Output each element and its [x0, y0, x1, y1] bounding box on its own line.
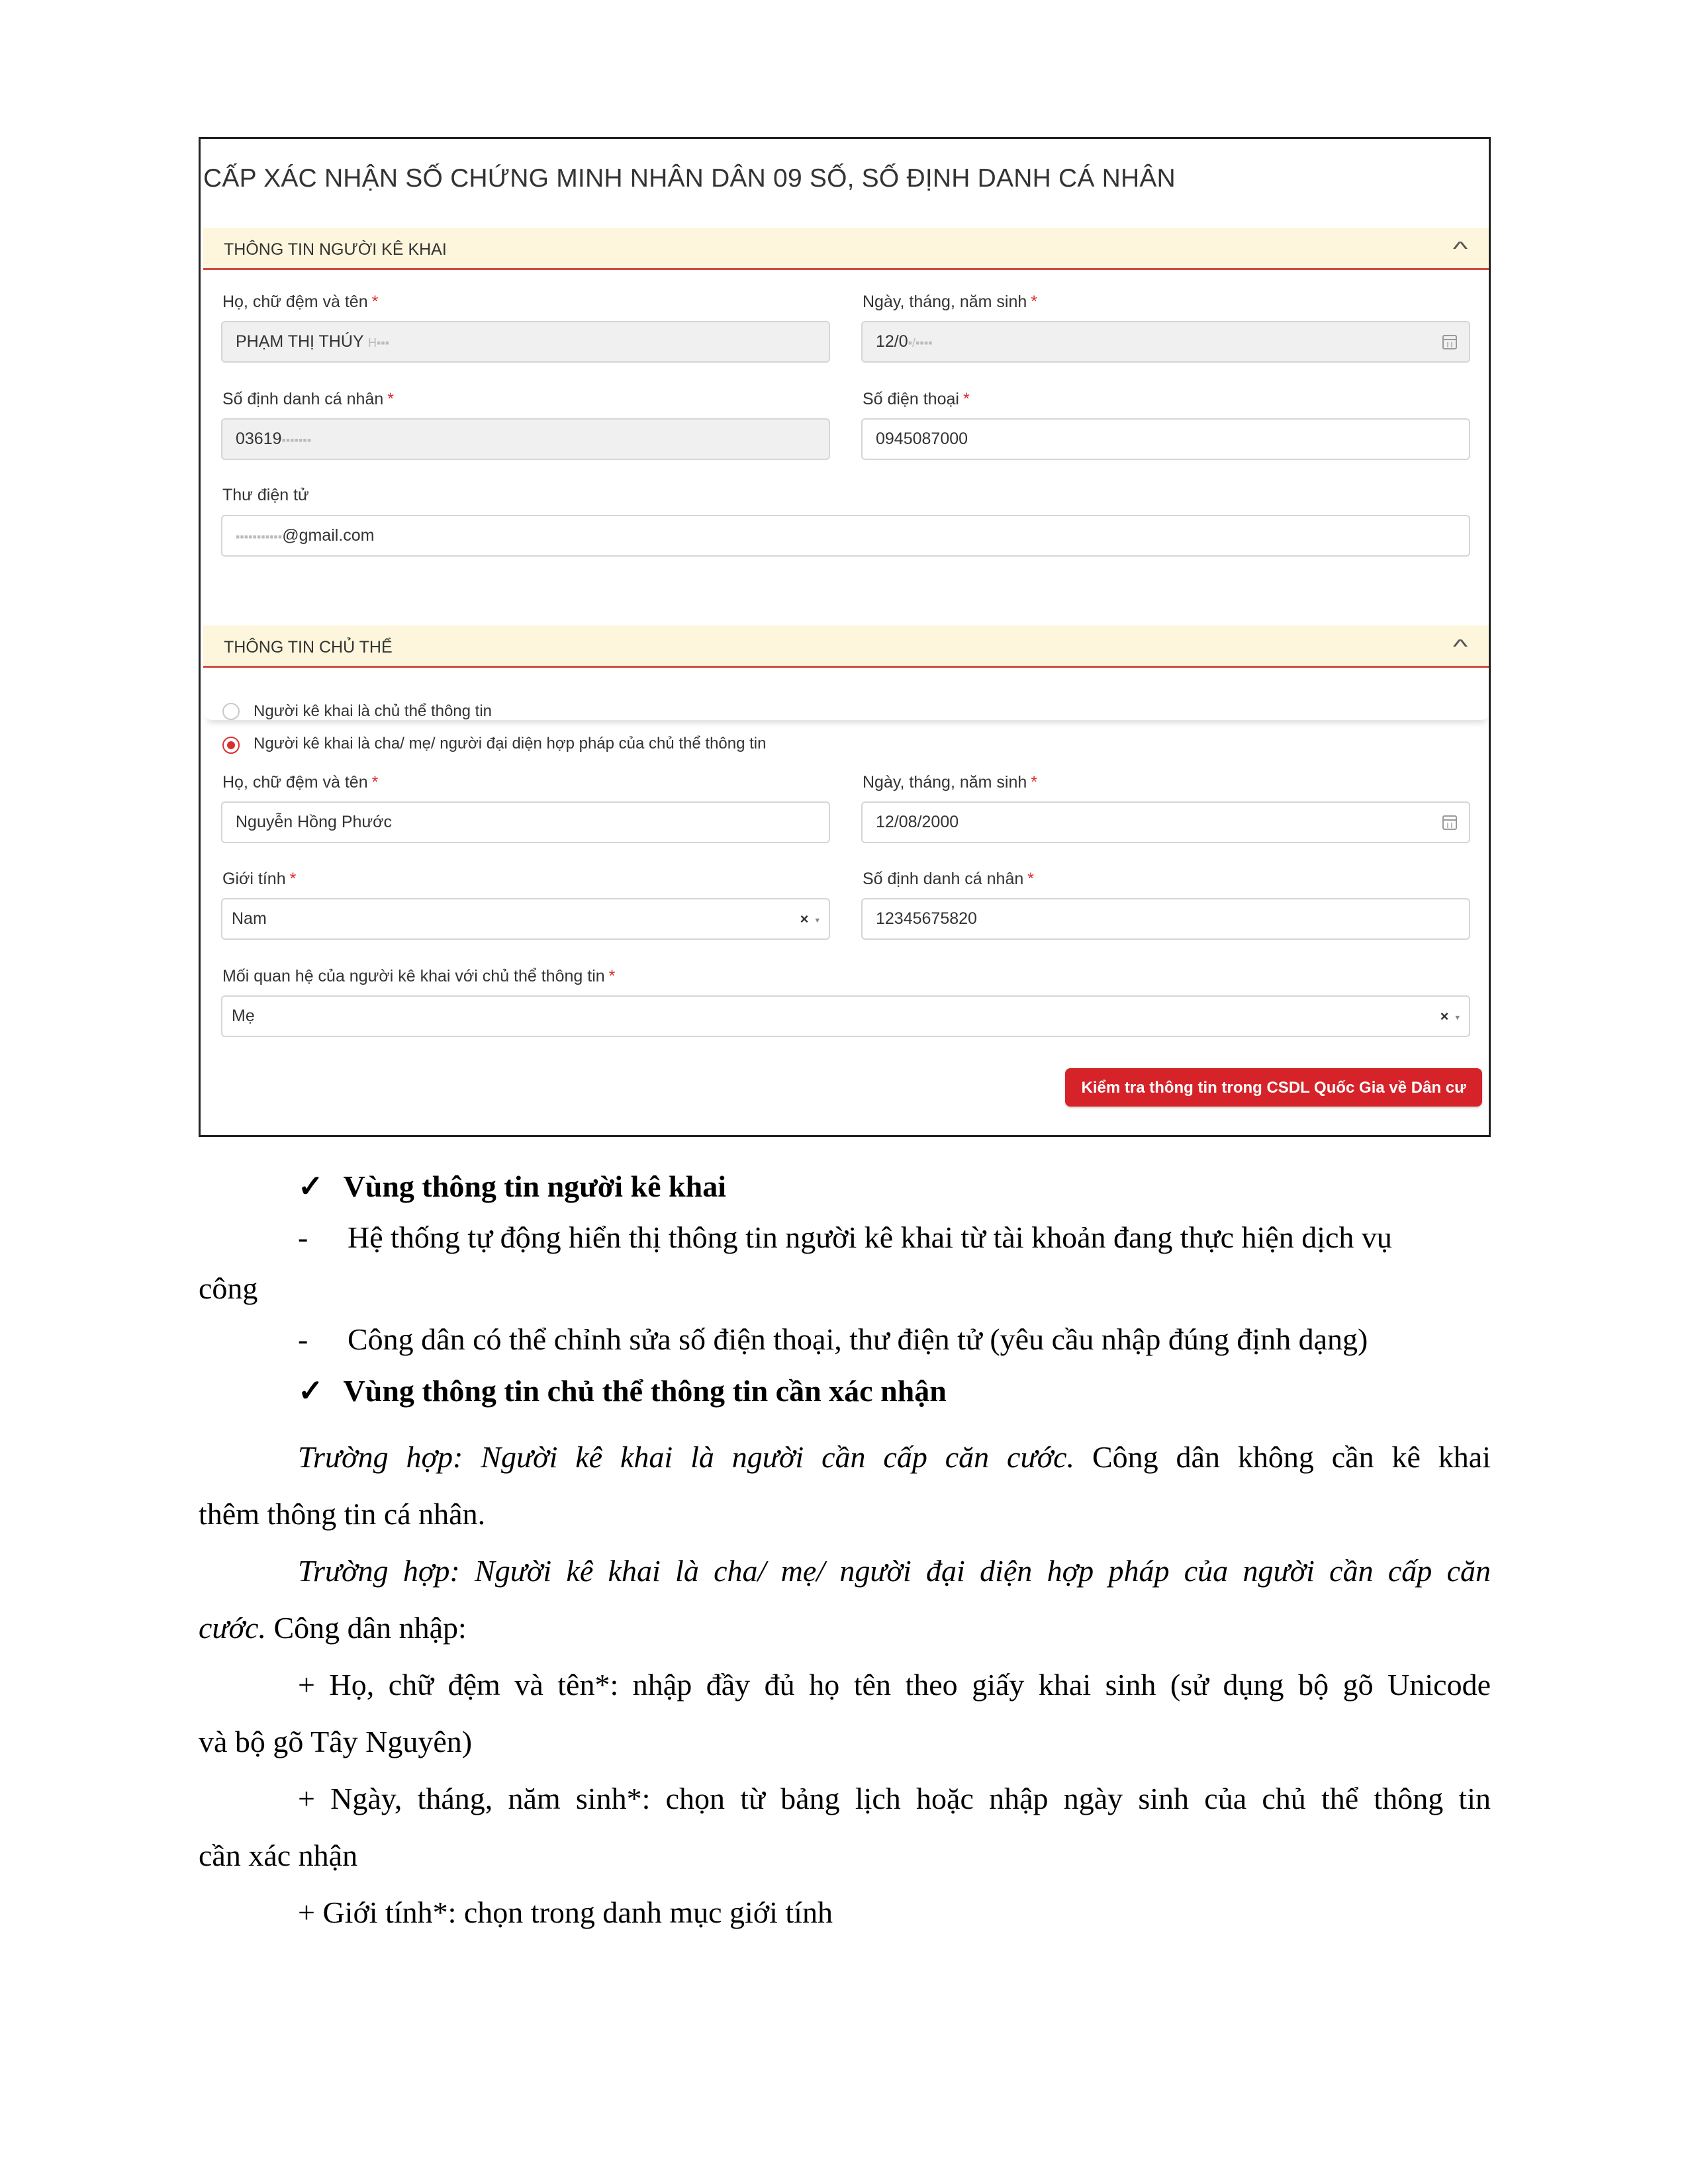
masked-text: ▪▪▪▪▪▪▪	[281, 433, 312, 447]
chevron-up-icon[interactable]: ^	[1452, 238, 1468, 260]
subject-relation-label: Mối quan hệ của người kê khai với chủ thể thông tin *	[222, 967, 616, 985]
subject-id-input[interactable]: 12345675820	[861, 898, 1470, 940]
chevron-down-icon[interactable]: ▾	[815, 915, 820, 925]
doc-plus1-line2: và bộ gõ Tây Nguyên)	[199, 1725, 473, 1758]
declarant-id-field: 03619▪▪▪▪▪▪▪	[221, 418, 830, 460]
calendar-icon[interactable]	[1442, 815, 1457, 830]
declarant-section-title: THÔNG TIN NGƯỜI KÊ KHAI	[224, 240, 447, 259]
doc-item1-line1: Hệ thống tự động hiển thị thông tin người kê khai từ tài khoản đang thực hiện dịch vụ	[348, 1220, 1392, 1254]
checkmark-icon: ✓	[298, 1374, 324, 1408]
declarant-section-header[interactable]	[203, 228, 1490, 270]
subject-relation-select[interactable]: Mẹ × ▾	[221, 995, 1470, 1037]
masked-text: ▪▪▪▪▪▪▪▪▪▪▪	[236, 530, 283, 543]
declarant-dob-label: Ngày, tháng, năm sinh *	[863, 293, 1038, 311]
doc-plus2-line1: + Ngày, tháng, năm sinh*: chọn từ bảng lịch hoặc nhập ngày sinh của chủ thể thông tin	[298, 1782, 1491, 1815]
subject-dob-label: Ngày, tháng, năm sinh *	[863, 773, 1038, 792]
doc-dash: -	[298, 1220, 308, 1254]
declarant-dob-field: 12/0▪/▪▪▪▪	[861, 321, 1470, 363]
chevron-up-icon[interactable]: ^	[1452, 636, 1468, 658]
subject-gender-select[interactable]: Nam × ▾	[221, 898, 830, 940]
doc-case1-line2: thêm thông tin cá nhân.	[199, 1497, 486, 1531]
subject-section-header[interactable]	[203, 625, 1490, 668]
doc-case2-line2: cước. Công dân nhập:	[199, 1611, 467, 1645]
doc-plus3: + Giới tính*: chọn trong danh mục giới tính	[298, 1895, 833, 1929]
doc-case1-line1: Trường hợp: Người kê khai là người cần cấp căn cước. Công dân không cần kê khai	[298, 1440, 1491, 1474]
doc-item1-line2: công	[199, 1271, 258, 1305]
declarant-phone-label: Số điện thoại *	[863, 390, 970, 408]
check-national-database-button[interactable]: Kiểm tra thông tin trong CSDL Quốc Gia về Dân cư	[1065, 1068, 1482, 1107]
declarant-id-label: Số định danh cá nhân *	[222, 390, 394, 408]
masked-text: H▪▪▪	[368, 336, 390, 349]
declarant-email-input[interactable]: ▪▪▪▪▪▪▪▪▪▪▪@gmail.com	[221, 515, 1470, 557]
declarant-fullname-label: Họ, chữ đệm và tên *	[222, 293, 379, 311]
subject-section-title: THÔNG TIN CHỦ THỂ	[224, 638, 393, 657]
doc-heading-declarant: ✓ Vùng thông tin người kê khai	[298, 1169, 726, 1203]
clear-icon[interactable]: ×	[800, 911, 809, 927]
masked-text: ▪/▪▪▪▪	[908, 336, 933, 349]
doc-plus1-line1: + Họ, chữ đệm và tên*: nhập đầy đủ họ tên theo giấy khai sinh (sử dụng bộ gõ Unicode	[298, 1668, 1491, 1702]
subject-dob-input[interactable]: 12/08/2000	[861, 801, 1470, 843]
declarant-fullname-field: PHẠM THỊ THÚY H▪▪▪	[221, 321, 830, 363]
doc-plus2-line2: cần xác nhận	[199, 1839, 358, 1872]
clear-icon[interactable]: ×	[1440, 1008, 1449, 1024]
declarant-phone-input[interactable]: 0945087000	[861, 418, 1470, 460]
doc-case2-line1: Trường hợp: Người kê khai là cha/ mẹ/ người đại diện hợp pháp của người cần cấp căn	[298, 1554, 1491, 1588]
radio-guardian-label[interactable]: Người kê khai là cha/ mẹ/ người đại diện hợp pháp của chủ thể thông tin	[254, 735, 767, 752]
subject-gender-label: Giới tính *	[222, 870, 297, 888]
doc-item2: Công dân có thể chỉnh sửa số điện thoại, thư điện tử (yêu cầu nhập đúng định dạng)	[348, 1322, 1368, 1356]
subject-fullname-input[interactable]: Nguyễn Hồng Phước	[221, 801, 830, 843]
checkmark-icon: ✓	[298, 1169, 324, 1203]
calendar-icon	[1442, 335, 1457, 349]
radio-self[interactable]	[222, 703, 240, 720]
declarant-email-label: Thư điện tử	[222, 486, 309, 504]
subject-fullname-label: Họ, chữ đệm và tên *	[222, 773, 379, 792]
chevron-down-icon[interactable]: ▾	[1455, 1012, 1460, 1023]
form-title: CẤP XÁC NHẬN SỐ CHỨNG MINH NHÂN DÂN 09 SỐ, SỐ ĐỊNH DANH CÁ NHÂN	[203, 164, 1176, 193]
subject-id-label: Số định danh cá nhân *	[863, 870, 1034, 888]
radio-self-label[interactable]: Người kê khai là chủ thể thông tin	[254, 702, 492, 720]
form-screenshot	[199, 137, 1491, 1137]
radio-guardian[interactable]	[222, 737, 240, 754]
doc-heading-subject: ✓ Vùng thông tin chủ thể thông tin cần xác nhận	[298, 1374, 947, 1408]
doc-dash: -	[298, 1322, 308, 1356]
